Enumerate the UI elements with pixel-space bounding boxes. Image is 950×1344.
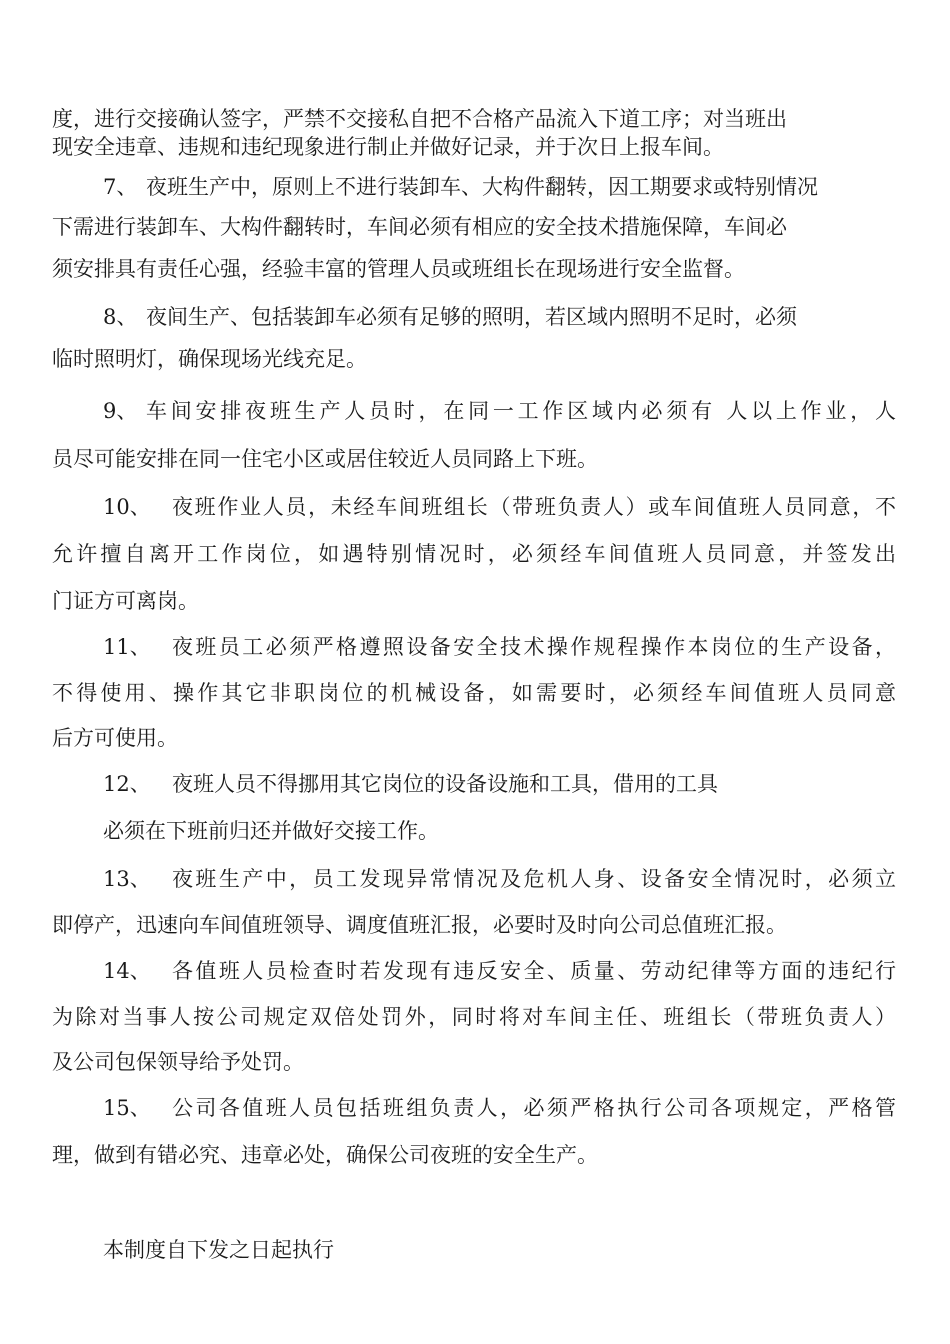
item-number: 11、 — [103, 635, 151, 659]
text-line: 门证方可离岗。 — [52, 589, 199, 613]
text-line: 公司各值班人员包括班组负责人，必须严格执行公司各项规定，严格管 — [172, 1096, 896, 1120]
item-number: 12、 — [103, 772, 151, 796]
item-number: 13、 — [103, 867, 151, 891]
item-number: 15、 — [103, 1096, 151, 1120]
text-line: 不得使用、操作其它非职岗位的机械设备，如需要时，必须经车间值班人员同意 — [52, 681, 896, 705]
text-line: 即停产，迅速向车间值班领导、调度值班汇报，必要时及时向公司总值班汇报。 — [52, 913, 787, 937]
item-number: 8、 — [103, 305, 138, 329]
text-line: 各值班人员检查时若发现有违反安全、质量、劳动纪律等方面的违纪行 — [172, 959, 896, 983]
text-line: 夜班人员不得挪用其它岗位的设备设施和工具，借用的工具 — [172, 772, 718, 796]
text-line: 必须在下班前归还并做好交接工作。 — [103, 819, 439, 843]
text-line: 及公司包保领导给予处罚。 — [52, 1050, 304, 1074]
text-line: 为除对当事人按公司规定双倍处罚外，同时将对车间主任、班组长（带班负责人） — [52, 1005, 896, 1029]
text-line: 夜班员工必须严格遵照设备安全技术操作规程操作本岗位的生产设备， — [172, 635, 896, 659]
item-number: 9、 — [103, 399, 138, 423]
text-line: 夜间生产、包括装卸车必须有足够的照明，若区域内照明不足时，必须 — [146, 305, 797, 329]
text-line: 允许擅自离开工作岗位，如遇特别情况时，必须经车间值班人员同意，并签发出 — [52, 542, 896, 566]
item-number: 7、 — [103, 175, 138, 199]
text-line: 现安全违章、违规和违纪现象进行制止并做好记录，并于次日上报车间。 — [52, 135, 724, 159]
text-line: 夜班生产中，原则上不进行装卸车、大构件翻转，因工期要求或特别情况 — [146, 175, 818, 199]
text-line: 下需进行装卸车、大构件翻转时，车间必须有相应的安全技术措施保障，车间必 — [52, 215, 787, 239]
text-line: 后方可使用。 — [52, 726, 178, 750]
text-line: 员尽可能安排在同一住宅小区或居住较近人员同路上下班。 — [52, 447, 598, 471]
item-number: 14、 — [103, 959, 151, 983]
text-line: 临时照明灯，确保现场光线充足。 — [52, 347, 367, 371]
text-line: 夜班作业人员，未经车间班组长（带班负责人）或车间值班人员同意，不 — [172, 495, 896, 519]
text-line: 理，做到有错必究、违章必处，确保公司夜班的安全生产。 — [52, 1143, 598, 1167]
item-number: 10、 — [103, 495, 151, 519]
closing-statement: 本制度自下发之日起执行 — [103, 1238, 334, 1262]
text-line: 夜班生产中，员工发现异常情况及危机人身、设备安全情况时，必须立 — [172, 867, 896, 891]
text-line: 须安排具有责任心强，经验丰富的管理人员或班组长在现场进行安全监督。 — [52, 257, 745, 281]
text-line: 度，进行交接确认签字，严禁不交接私自把不合格产品流入下道工序；对当班出 — [52, 107, 787, 131]
text-line: 车间安排夜班生产人员时，在同一工作区域内必须有 人以上作业，人 — [146, 399, 896, 423]
